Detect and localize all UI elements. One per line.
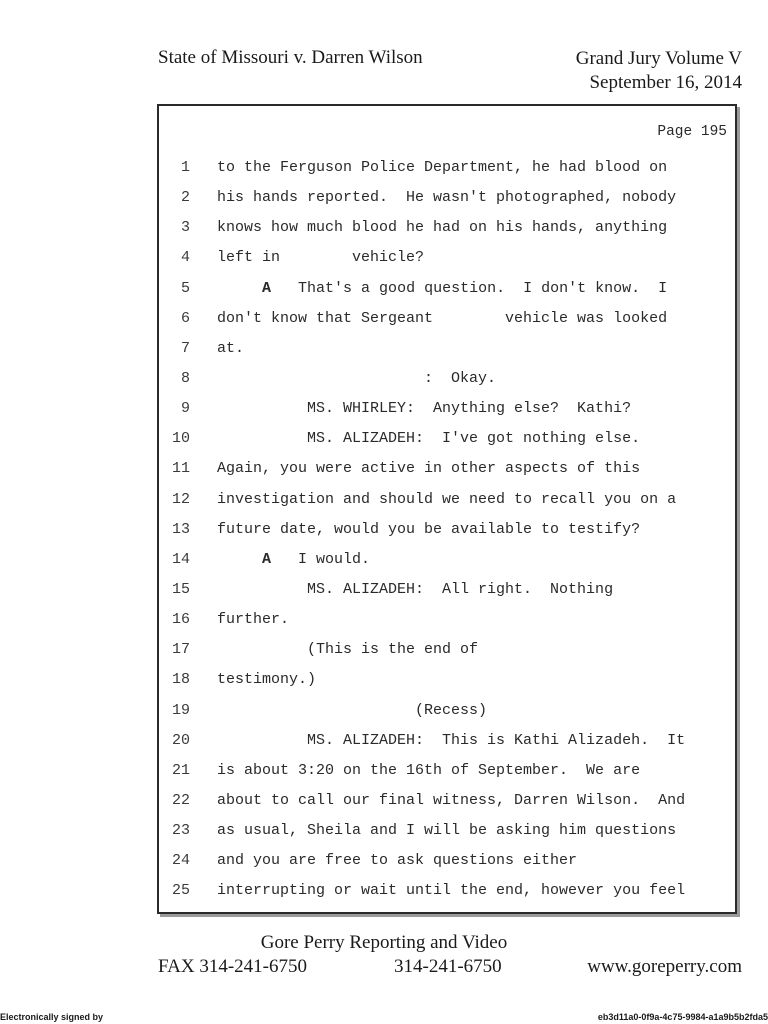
transcript-line: [159, 726, 735, 756]
line-number: 17: [171, 641, 190, 659]
line-number: 24: [171, 852, 190, 870]
line-text: investigation and should we need to recall you on a: [217, 490, 677, 508]
signature-label: Electronically signed by: [0, 1012, 104, 1022]
transcript-line: [159, 635, 735, 665]
line-number: 5: [180, 279, 190, 297]
line-text: as usual, Sheila and I will be asking him questions: [217, 822, 677, 840]
line-text: MS. WHIRLEY: Anything else? Kathi?: [217, 400, 632, 418]
reporting-company: Gore Perry Reporting and Video: [260, 932, 508, 953]
transcript-line: [159, 545, 735, 575]
line-number: 10: [171, 430, 190, 448]
line-number: 13: [171, 520, 190, 538]
line-number: 23: [171, 822, 190, 840]
line-text: at.: [217, 339, 245, 357]
hearing-date: September 16, 2014: [589, 72, 742, 93]
line-number: 25: [171, 882, 190, 900]
line-number: 4: [180, 249, 190, 267]
transcript-line: [159, 304, 735, 334]
line-number: 8: [180, 369, 190, 387]
transcript-line: [159, 424, 735, 454]
line-number: 19: [171, 701, 190, 719]
transcript-line: [159, 485, 735, 515]
line-text: Again, you were active in other aspects of this: [217, 460, 641, 478]
transcript-line: [159, 183, 735, 213]
line-text: MS. ALIZADEH: I've got nothing else.: [217, 430, 641, 448]
website-link[interactable]: www.goreperry.com: [587, 956, 742, 977]
transcript-page-frame: [157, 104, 737, 914]
transcript-lines: [159, 153, 735, 907]
line-number: 6: [180, 309, 190, 327]
transcript-line: [159, 454, 735, 484]
line-text: MS. ALIZADEH: All right. Nothing: [217, 580, 614, 598]
line-number: 11: [171, 460, 190, 478]
fax-number: FAX 314-241-6750: [158, 956, 308, 977]
transcript-line: [159, 515, 735, 545]
transcript-line: [159, 816, 735, 846]
transcript-line: [159, 696, 735, 726]
line-number: 20: [171, 731, 190, 749]
line-number: 9: [180, 400, 190, 418]
line-text: [217, 545, 370, 575]
line-number: 12: [171, 490, 190, 508]
line-text: interrupting or wait until the end, however you feel: [217, 882, 686, 900]
line-number: 21: [171, 761, 190, 779]
transcript-line: [159, 786, 735, 816]
transcript-line: [159, 876, 735, 906]
transcript-line: [159, 334, 735, 364]
line-text: his hands reported. He wasn't photographed, nobody: [217, 189, 677, 207]
answer-marker: A: [262, 550, 272, 568]
line-text: left in vehicle?: [217, 249, 425, 267]
header-volume-date: [576, 47, 742, 95]
page-number: Page 195: [657, 124, 727, 140]
line-number: 2: [180, 189, 190, 207]
transcript-line: [159, 756, 735, 786]
transcript-line: [159, 665, 735, 695]
line-text: (Recess): [217, 701, 488, 719]
line-text: and you are free to ask questions either: [217, 852, 578, 870]
transcript-line: [159, 274, 735, 304]
answer-marker: A: [262, 279, 272, 297]
answer-text: I would.: [298, 550, 371, 568]
line-number: 1: [180, 159, 190, 176]
line-text: (This is the end of: [217, 641, 479, 659]
line-text: knows how much blood he had on his hands, anything: [217, 219, 668, 237]
line-text: [217, 274, 667, 304]
case-title: State of Missouri v. Darren Wilson: [158, 47, 423, 68]
transcript-line: [159, 364, 735, 394]
line-number: 3: [180, 219, 190, 237]
line-number: 16: [171, 611, 190, 629]
line-number: 22: [171, 791, 190, 809]
line-text: to the Ferguson Police Department, he had blood on: [217, 159, 668, 176]
volume-label: Grand Jury Volume V: [575, 48, 742, 69]
transcript-line: [159, 243, 735, 273]
transcript-line: [159, 153, 735, 183]
transcript-line: [159, 605, 735, 635]
line-text: about to call our final witness, Darren Wilson. And: [217, 791, 686, 809]
transcript-line: [159, 575, 735, 605]
signature-id: eb3d11a0-0f9a-4c75-9984-a1a9b5b2fda5: [597, 1012, 768, 1022]
transcript-line: [159, 394, 735, 424]
line-text: further.: [217, 611, 290, 629]
answer-text: That's a good question. I don't know. I: [298, 279, 668, 297]
line-number: 14: [171, 550, 190, 568]
line-text: don't know that Sergeant vehicle was looked: [217, 309, 668, 327]
transcript-line: [159, 846, 735, 876]
line-number: 7: [180, 339, 190, 357]
phone-number: 314-241-6750: [394, 956, 502, 977]
line-text: testimony.): [217, 671, 317, 689]
transcript-line: [159, 213, 735, 243]
line-text: is about 3:20 on the 16th of September. We are: [217, 761, 641, 779]
line-text: future date, would you be available to testify?: [217, 520, 641, 538]
line-number: 18: [171, 671, 190, 689]
line-text: : Okay.: [217, 369, 497, 387]
line-number: 15: [171, 580, 190, 598]
line-text: MS. ALIZADEH: This is Kathi Alizadeh. It: [217, 731, 686, 749]
